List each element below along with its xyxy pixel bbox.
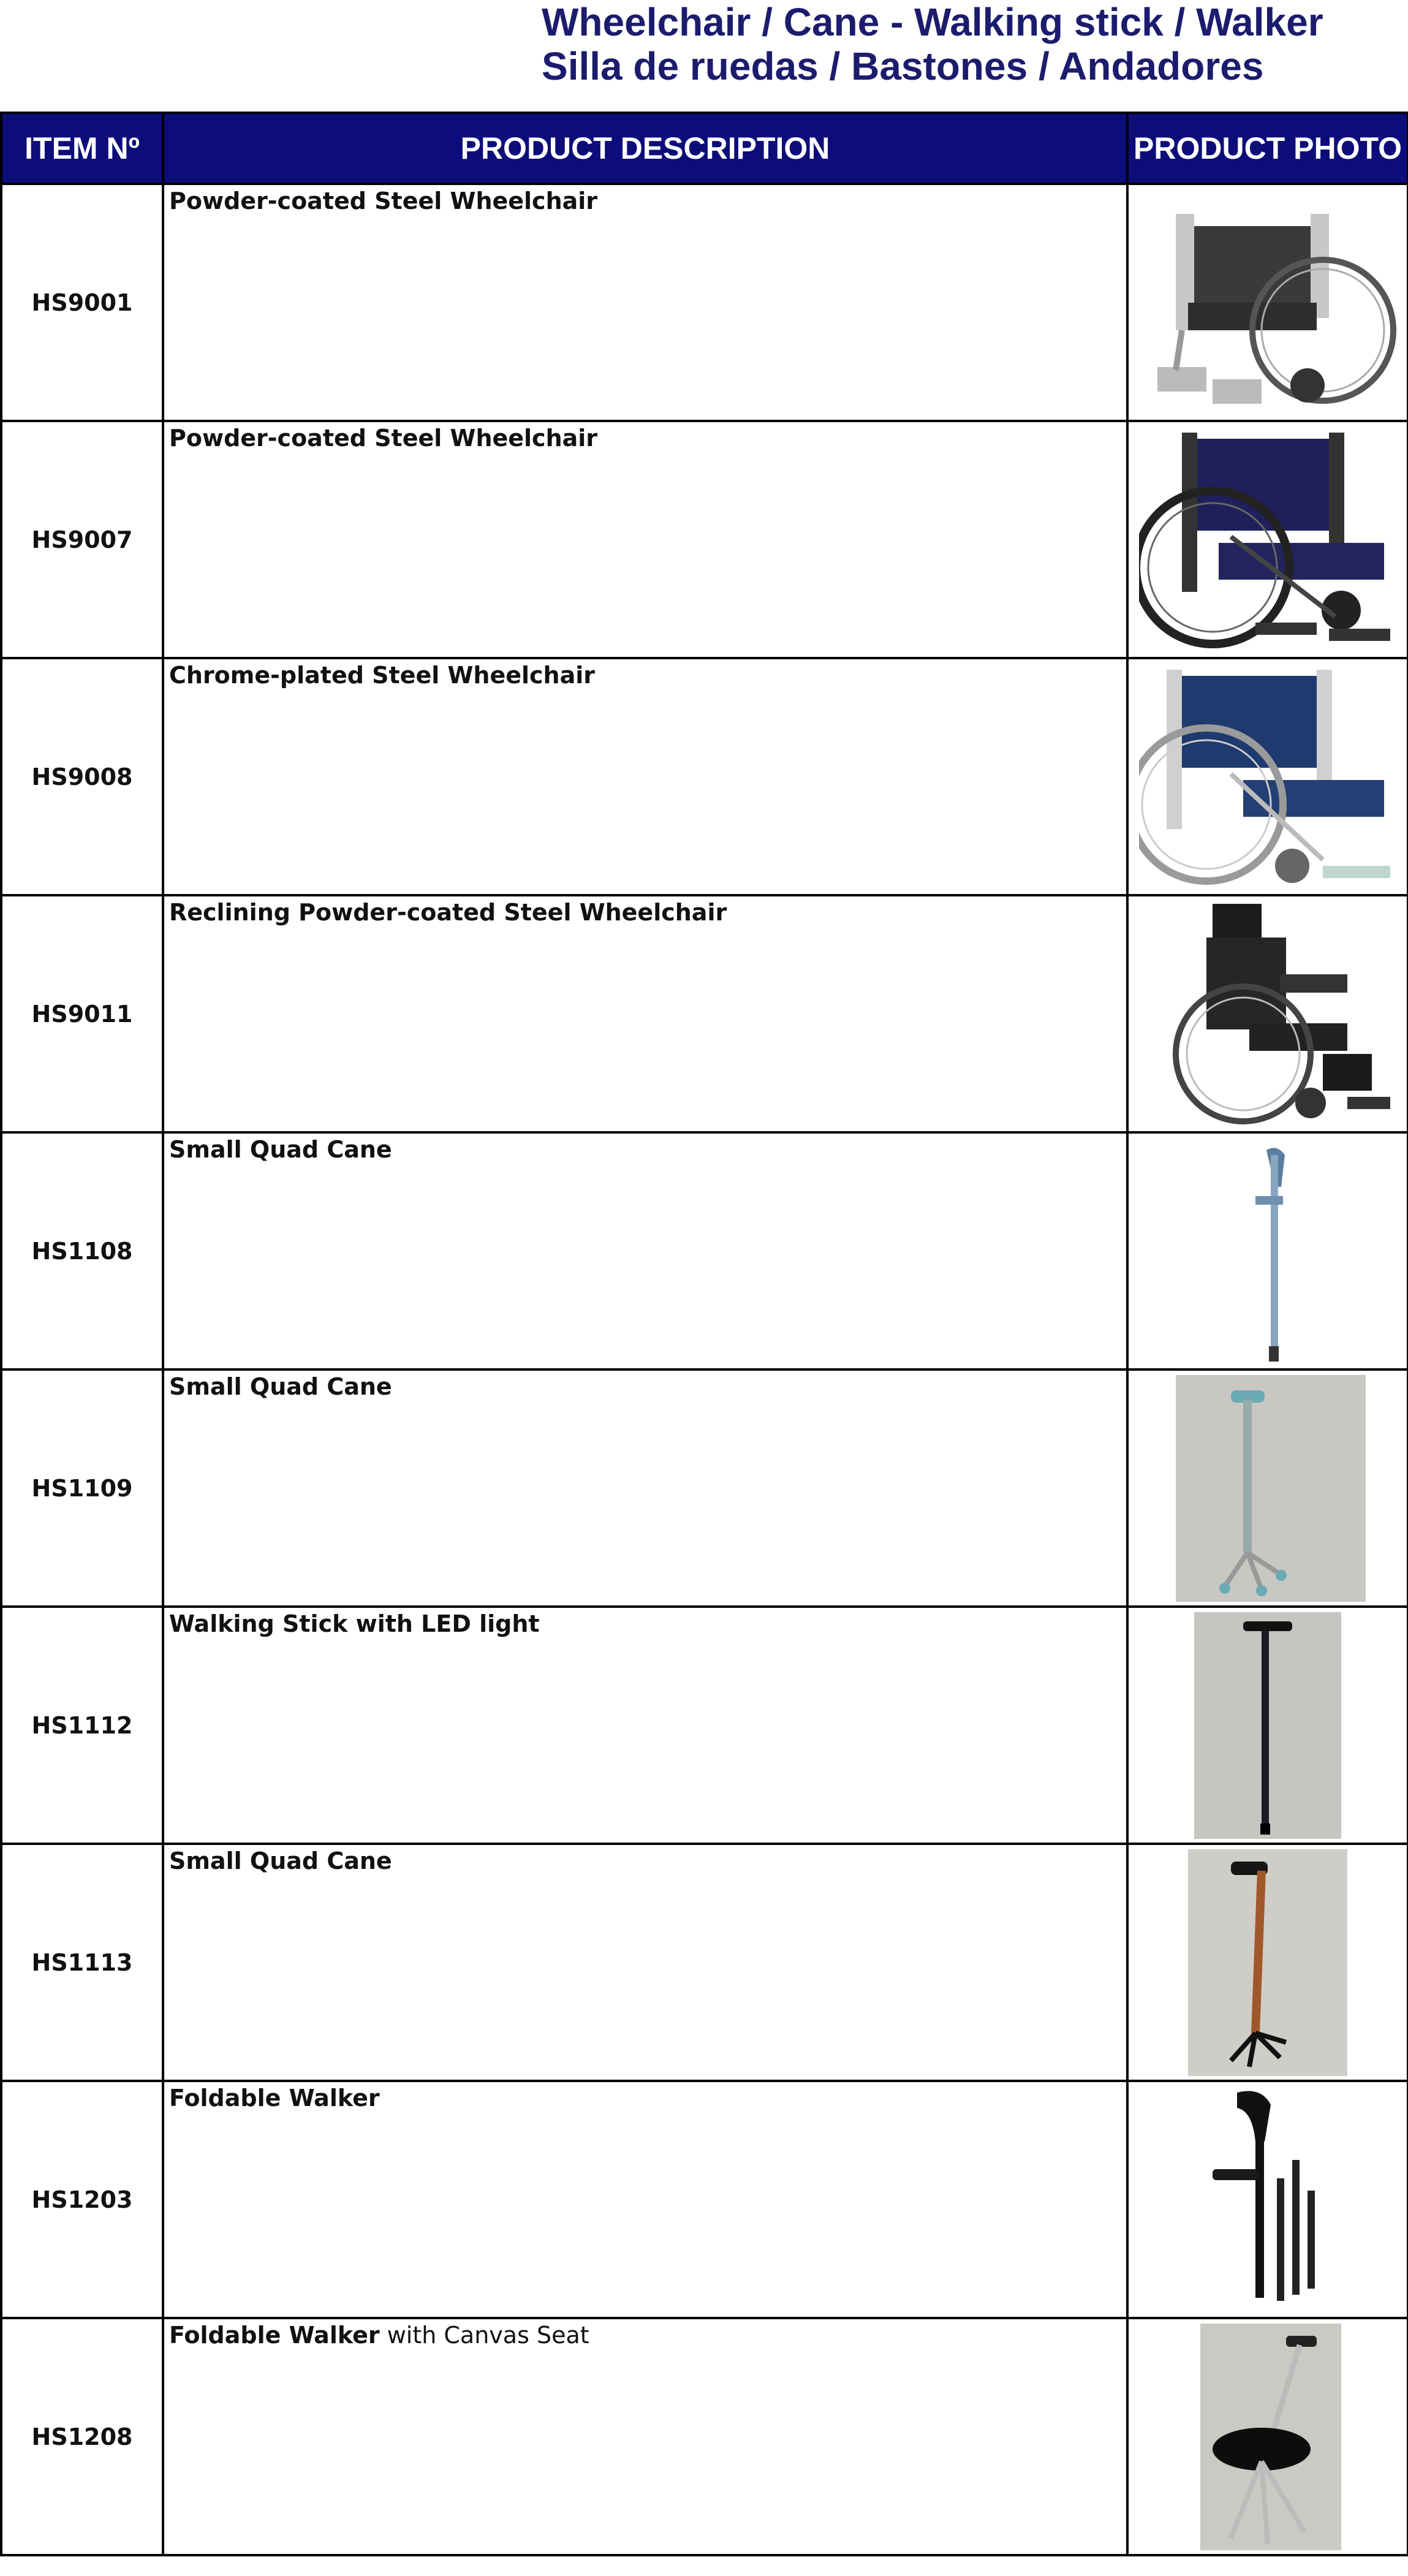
item-number: HS9001 (1, 184, 163, 421)
item-number: HS9008 (1, 658, 163, 895)
item-number: HS9011 (1, 895, 163, 1132)
description-rest: with Canvas Seat (379, 2322, 589, 2349)
folding-crutch-photo (1139, 2086, 1396, 2313)
product-description (163, 1607, 1127, 1844)
table-row (1, 1132, 1408, 1369)
description-bold: Small Quad Cane (169, 1373, 392, 1400)
forearm-crutch-photo (1139, 1138, 1396, 1365)
product-photo (1127, 658, 1408, 895)
product-photo (1127, 1607, 1408, 1844)
product-description (163, 2318, 1127, 2555)
table-row (1, 2081, 1408, 2318)
description-bold: Chrome-plated Steel Wheelchair (169, 662, 596, 689)
description-bold: Foldable Walker (169, 2322, 380, 2349)
description-bold: Powder-coated Steel Wheelchair (169, 188, 598, 214)
table-row (1, 895, 1408, 1132)
description-bold: Small Quad Cane (169, 1847, 392, 1874)
product-photo (1127, 1132, 1408, 1369)
product-photo (1127, 895, 1408, 1132)
product-description (163, 895, 1127, 1132)
item-number: HS1109 (1, 1369, 163, 1607)
title-line-2: Silla de ruedas / Bastones / Andadores (542, 44, 1264, 88)
wheelchair-grey-photo (1139, 189, 1396, 416)
product-description (163, 2081, 1127, 2318)
seat-cane-photo (1139, 2324, 1396, 2550)
item-number: HS1203 (1, 2081, 163, 2318)
table-row (1, 1607, 1408, 1844)
product-description (163, 421, 1127, 658)
description-bold: Powder-coated Steel Wheelchair (169, 425, 598, 452)
table-row (1, 658, 1408, 895)
header-item: ITEM Nº (1, 113, 163, 184)
product-photo (1127, 2081, 1408, 2318)
product-description (163, 184, 1127, 421)
item-number: HS9007 (1, 421, 163, 658)
wheelchair-chrome-photo (1139, 664, 1396, 890)
wheelchair-reclining-photo (1139, 901, 1396, 1127)
product-photo (1127, 1369, 1408, 1607)
product-photo (1127, 1844, 1408, 2081)
table-header-row (1, 113, 1408, 184)
description-bold: Walking Stick with LED light (169, 1610, 540, 1637)
wheelchair-navy-photo (1139, 426, 1396, 653)
description-bold: Reclining Powder-coated Steel Wheelchair (169, 899, 727, 926)
table-row (1, 2318, 1408, 2555)
table-row (1, 1369, 1408, 1607)
item-number: HS1113 (1, 1844, 163, 2081)
product-photo (1127, 2318, 1408, 2555)
table-row (1, 184, 1408, 421)
product-description (163, 658, 1127, 895)
header-description: PRODUCT DESCRIPTION (163, 113, 1127, 184)
page-title (542, 0, 1323, 88)
product-photo (1127, 421, 1408, 658)
product-table (0, 112, 1408, 2556)
title-line-1: Wheelchair / Cane - Walking stick / Walker (542, 0, 1323, 44)
product-description (163, 1369, 1127, 1607)
table-row (1, 1844, 1408, 2081)
quad-cane-tripod-photo (1139, 1375, 1396, 1602)
table-row (1, 421, 1408, 658)
item-number: HS1208 (1, 2318, 163, 2555)
description-bold: Foldable Walker (169, 2085, 380, 2112)
description-bold: Small Quad Cane (169, 1136, 392, 1163)
item-number: HS1112 (1, 1607, 163, 1844)
header-photo: PRODUCT PHOTO (1127, 113, 1408, 184)
product-description (163, 1844, 1127, 2081)
product-photo (1127, 184, 1408, 421)
item-number: HS1108 (1, 1132, 163, 1369)
walking-stick-black-photo (1139, 1612, 1396, 1839)
quad-cane-bronze-photo (1139, 1849, 1396, 2076)
product-description (163, 1132, 1127, 1369)
